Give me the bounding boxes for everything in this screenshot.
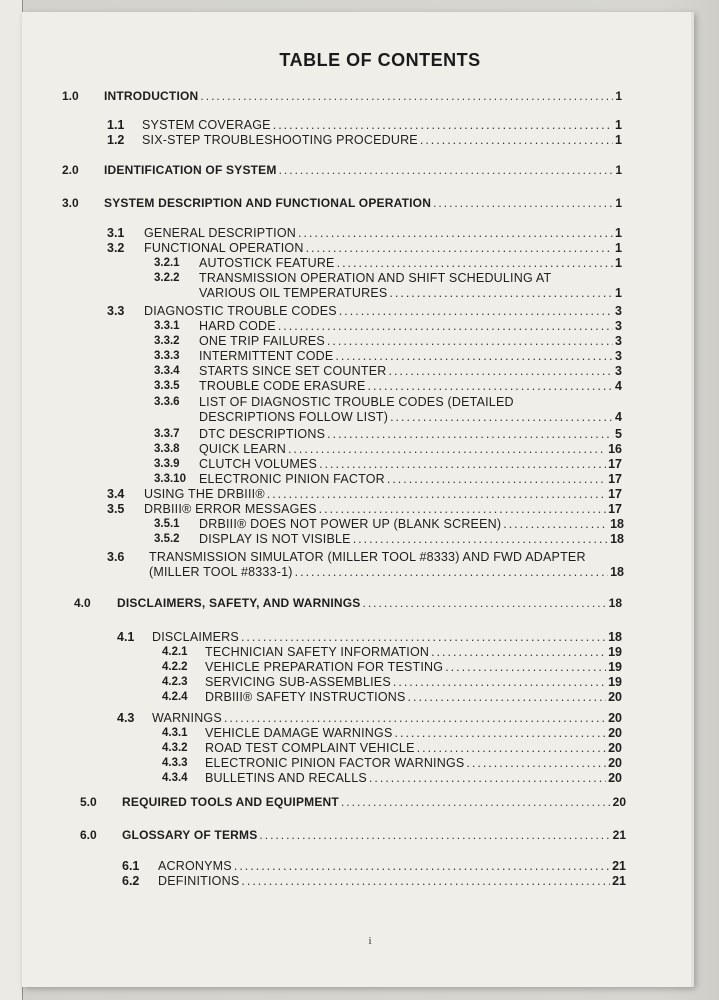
toc-entry-label: USING THE DRBIII® [144, 487, 265, 501]
toc-entry-label: VARIOUS OIL TEMPERATURES [199, 286, 388, 300]
toc-entry-number: 3.5 [107, 502, 125, 516]
toc-entry-label: ROAD TEST COMPLAINT VEHICLE [205, 741, 415, 755]
toc-entry-page: 1 [615, 256, 622, 270]
dot-leader [420, 133, 613, 148]
dot-leader [306, 241, 613, 256]
toc-entry [22, 379, 628, 394]
toc-entry-number: 3.2.2 [154, 272, 180, 284]
toc-entry [22, 364, 628, 379]
dot-leader [279, 163, 614, 178]
toc-entry-page: 18 [608, 596, 622, 610]
toc-entry-number: 4.2.1 [162, 646, 188, 658]
toc-entry-number: 3.0 [62, 196, 79, 210]
toc-entry-label: DRBIII® SAFETY INSTRUCTIONS [205, 690, 406, 704]
dot-leader [353, 532, 608, 547]
dot-leader [327, 427, 613, 442]
toc-entry-label: DTC DESCRIPTIONS [199, 427, 326, 441]
toc-entry-label: ELECTRONIC PINION FACTOR WARNINGS [205, 756, 465, 770]
dot-leader [363, 596, 607, 611]
toc-entry-page: 1 [615, 241, 622, 255]
toc-entry-number: 1.1 [107, 118, 125, 132]
toc-entry-label: DISCLAIMERS [152, 630, 239, 644]
toc-entry-number: 3.3.7 [154, 428, 180, 440]
toc-entry-page: 3 [615, 304, 622, 318]
dot-leader [241, 630, 606, 645]
toc-entry-page: 20 [608, 741, 622, 755]
toc-entry-page: 1 [615, 226, 622, 240]
toc-entry-number: 4.3.2 [162, 742, 188, 754]
toc-entry-number: 1.0 [62, 89, 79, 103]
dot-leader [417, 741, 606, 756]
toc-entry [22, 756, 628, 771]
toc-entry [22, 532, 630, 547]
dot-leader [278, 319, 613, 334]
toc-entry-page: 21 [612, 874, 626, 888]
toc-entry-page: 20 [608, 690, 622, 704]
toc-entry-page: 1 [615, 196, 622, 210]
dot-leader [200, 89, 613, 104]
toc-entry-page: 21 [612, 859, 626, 873]
toc-entry [22, 427, 628, 442]
dot-leader [273, 118, 613, 133]
dot-leader [335, 349, 613, 364]
toc-entry [22, 645, 628, 660]
dot-leader [368, 379, 614, 394]
toc-entry-label: IDENTIFICATION OF SYSTEM [104, 163, 277, 177]
toc-entry-label: CLUTCH VOLUMES [199, 457, 318, 471]
toc-entry-label: VEHICLE DAMAGE WARNINGS [205, 726, 393, 740]
toc-entry-number: 4.1 [117, 630, 135, 644]
toc-entry-page: 19 [608, 675, 622, 689]
dot-leader [369, 771, 606, 786]
toc-entry-page: 20 [608, 756, 622, 770]
toc-entry-label: TRANSMISSION OPERATION AND SHIFT SCHEDULING AT [199, 271, 552, 285]
toc-entry-number: 3.5.1 [154, 518, 180, 530]
toc-entry-label: DISCLAIMERS, SAFETY, AND WARNINGS [117, 596, 361, 610]
toc-entry-number: 4.0 [74, 596, 91, 610]
toc-entry-label: ACRONYMS [158, 859, 232, 873]
toc-entry-label: INTRODUCTION [104, 89, 199, 103]
toc-entry [22, 874, 632, 889]
toc-entry-label: FUNCTIONAL OPERATION [144, 241, 304, 255]
dot-leader [393, 675, 606, 690]
toc-entry-label: BULLETINS AND RECALLS [205, 771, 367, 785]
toc-entry-page: 21 [612, 828, 626, 842]
toc-entry-number: 4.3.4 [162, 772, 188, 784]
toc-entry-label: SYSTEM COVERAGE [142, 118, 271, 132]
dot-leader [234, 859, 610, 874]
toc-entry [22, 675, 628, 690]
toc-entry [22, 133, 628, 148]
dot-leader [395, 726, 607, 741]
dot-leader [466, 756, 606, 771]
toc-entry-label: DRBIII® DOES NOT POWER UP (BLANK SCREEN) [199, 517, 502, 531]
page-title: TABLE OF CONTENTS [279, 50, 481, 70]
toc-entry [22, 226, 628, 241]
dot-leader [388, 364, 613, 379]
toc-entry-page: 3 [615, 334, 622, 348]
toc-entry-number: 3.3.4 [154, 365, 180, 377]
toc-entry-label: ONE TRIP FAILURES [199, 334, 325, 348]
page-number-footer: i [368, 935, 372, 947]
toc-entry-number: 3.3.6 [154, 396, 180, 408]
toc-entry-page: 17 [608, 487, 622, 501]
toc-entry-label: DRBIII® ERROR MESSAGES [144, 502, 317, 516]
toc-entry-page: 3 [615, 349, 622, 363]
toc-entry-label: WARNINGS [152, 711, 222, 725]
toc-entry-page: 4 [615, 379, 622, 393]
toc-entry-label: SYSTEM DESCRIPTION AND FUNCTIONAL OPERATION [104, 196, 432, 210]
toc-entry-number: 3.3.2 [154, 335, 180, 347]
toc-entry [22, 828, 632, 843]
toc-entry-page: 20 [608, 771, 622, 785]
dot-leader [319, 502, 606, 517]
toc-entry-page: 5 [615, 427, 622, 441]
toc-entry-number: 3.3.9 [154, 458, 180, 470]
toc-entry-page: 4 [615, 410, 622, 424]
toc-entry [22, 630, 628, 645]
dot-leader [259, 828, 610, 843]
toc-entry-number: 4.2.4 [162, 691, 188, 703]
toc-entry-page: 19 [608, 645, 622, 659]
toc-entry-number: 5.0 [80, 795, 97, 809]
toc-entry-number: 3.6 [107, 550, 125, 564]
toc-entry-page: 19 [608, 660, 622, 674]
toc-entry-page: 18 [608, 630, 622, 644]
toc-entry-number: 4.3.1 [162, 727, 188, 739]
toc-entry-label: TRANSMISSION SIMULATOR (MILLER TOOL #8333) AND FWD ADAPTER [149, 550, 586, 564]
toc-entry-label: GLOSSARY OF TERMS [122, 828, 258, 842]
dot-leader [433, 196, 613, 211]
toc-entry-label: TECHNICIAN SAFETY INFORMATION [205, 645, 430, 659]
toc-entry-number: 6.1 [122, 859, 140, 873]
dot-leader [267, 487, 606, 502]
dot-leader [503, 517, 608, 532]
toc-entry-page: 1 [615, 286, 622, 300]
toc-entry [22, 163, 628, 178]
toc-entry-label: QUICK LEARN [199, 442, 286, 456]
toc-entry [22, 502, 628, 517]
dot-leader [319, 457, 606, 472]
toc-entry-number: 6.0 [80, 828, 97, 842]
toc-entry-number: 3.3.8 [154, 443, 180, 455]
toc-entry-page: 20 [608, 711, 622, 725]
toc-entry [22, 487, 628, 502]
toc-entry [22, 319, 628, 334]
dot-leader [327, 334, 613, 349]
toc-entry-page: 1 [615, 133, 622, 147]
toc-entry-page: 17 [608, 457, 622, 471]
toc-entry-number: 4.3 [117, 711, 135, 725]
dot-leader [339, 304, 613, 319]
toc-entry-page: 1 [615, 118, 622, 132]
toc-entry [22, 596, 628, 611]
toc-entry [22, 256, 628, 271]
toc-entry [22, 457, 628, 472]
toc-entry-label: AUTOSTICK FEATURE [199, 256, 335, 270]
toc-entry-page: 16 [608, 442, 622, 456]
toc-entry-number: 3.3.5 [154, 380, 180, 392]
toc-entry-label: VEHICLE PREPARATION FOR TESTING [205, 660, 444, 674]
toc-entry [22, 118, 628, 133]
toc-entry [22, 472, 628, 487]
toc-entry [22, 726, 628, 741]
toc-entry [22, 517, 630, 532]
dot-leader [431, 645, 606, 660]
toc-entry-number: 3.3.3 [154, 350, 180, 362]
toc-entry-number: 3.4 [107, 487, 125, 501]
previous-page-edge [0, 0, 23, 1000]
toc-entry-number: 3.2 [107, 241, 125, 255]
toc-entry-page: 18 [610, 532, 624, 546]
toc-entry-page: 20 [608, 726, 622, 740]
toc-entry [22, 771, 628, 786]
toc-entry [22, 349, 628, 364]
toc-entry-page: 17 [608, 502, 622, 516]
dot-leader [387, 472, 606, 487]
toc-entry-label: REQUIRED TOOLS AND EQUIPMENT [122, 795, 339, 809]
toc-entry-label: INTERMITTENT CODE [199, 349, 334, 363]
page-edge [691, 12, 694, 987]
toc-entry-number: 3.3 [107, 304, 125, 318]
toc-entry [22, 741, 628, 756]
toc-entry-number: 3.1 [107, 226, 125, 240]
toc-entry-number: 6.2 [122, 874, 140, 888]
toc-entry-label: SERVICING SUB-ASSEMBLIES [205, 675, 391, 689]
toc-entry-number: 4.3.3 [162, 757, 188, 769]
toc-entry-page: 18 [610, 517, 624, 531]
toc-entry-label: DISPLAY IS NOT VISIBLE [199, 532, 351, 546]
toc-entry-number: 4.2.3 [162, 676, 188, 688]
toc-entry [22, 334, 628, 349]
dot-leader [445, 660, 606, 675]
toc-entry [22, 241, 628, 256]
toc-entry-page: 18 [610, 565, 624, 579]
toc-entry-number: 1.2 [107, 133, 125, 147]
toc-entry-label: TROUBLE CODE ERASURE [199, 379, 366, 393]
dot-leader [341, 795, 611, 810]
dot-leader [224, 711, 606, 726]
toc-entry-page: 3 [615, 319, 622, 333]
dot-leader [295, 565, 608, 580]
toc-entry-page: 1 [615, 163, 622, 177]
toc-entry-label: LIST OF DIAGNOSTIC TROUBLE CODES (DETAILED [199, 395, 514, 409]
dot-leader [337, 256, 613, 271]
toc-entry [22, 550, 630, 579]
toc-entry [22, 395, 628, 424]
toc-entry-label: SIX-STEP TROUBLESHOOTING PROCEDURE [142, 133, 418, 147]
toc-entry-number: 2.0 [62, 163, 79, 177]
toc-entry-number: 3.3.10 [154, 473, 186, 485]
toc-entry [22, 89, 628, 104]
toc-entry-label: DEFINITIONS [158, 874, 240, 888]
toc-entry-page: 1 [615, 89, 622, 103]
toc-entry-label: HARD CODE [199, 319, 276, 333]
toc-entry [22, 660, 628, 675]
toc-entry-number: 4.2.2 [162, 661, 188, 673]
dot-leader [408, 690, 607, 705]
dot-leader [241, 874, 610, 889]
toc-entry-page: 17 [608, 472, 622, 486]
toc-entry [22, 795, 632, 810]
toc-entry-label: ELECTRONIC PINION FACTOR [199, 472, 385, 486]
toc-entry-number: 3.5.2 [154, 533, 180, 545]
toc-entry [22, 711, 628, 726]
toc-entry-label: GENERAL DESCRIPTION [144, 226, 296, 240]
toc-entry-number: 3.2.1 [154, 257, 180, 269]
toc-entry-number: 3.3.1 [154, 320, 180, 332]
toc-entry-label: STARTS SINCE SET COUNTER [199, 364, 387, 378]
toc-entry-label: DESCRIPTIONS FOLLOW LIST) [199, 410, 389, 424]
toc-entry-label: (MILLER TOOL #8333-1) [149, 565, 293, 579]
dot-leader [288, 442, 606, 457]
toc-entry-page: 20 [612, 795, 626, 809]
dot-leader [298, 226, 613, 241]
toc-entry-page: 3 [615, 364, 622, 378]
dot-leader [389, 286, 613, 301]
toc-entry [22, 859, 632, 874]
toc-entry [22, 304, 628, 319]
toc-entry [22, 690, 628, 705]
toc-entry-label: DIAGNOSTIC TROUBLE CODES [144, 304, 337, 318]
document-page [22, 12, 694, 987]
toc-entry [22, 442, 628, 457]
toc-entry [22, 271, 628, 300]
dot-leader [390, 410, 613, 425]
toc-entry [22, 196, 628, 211]
